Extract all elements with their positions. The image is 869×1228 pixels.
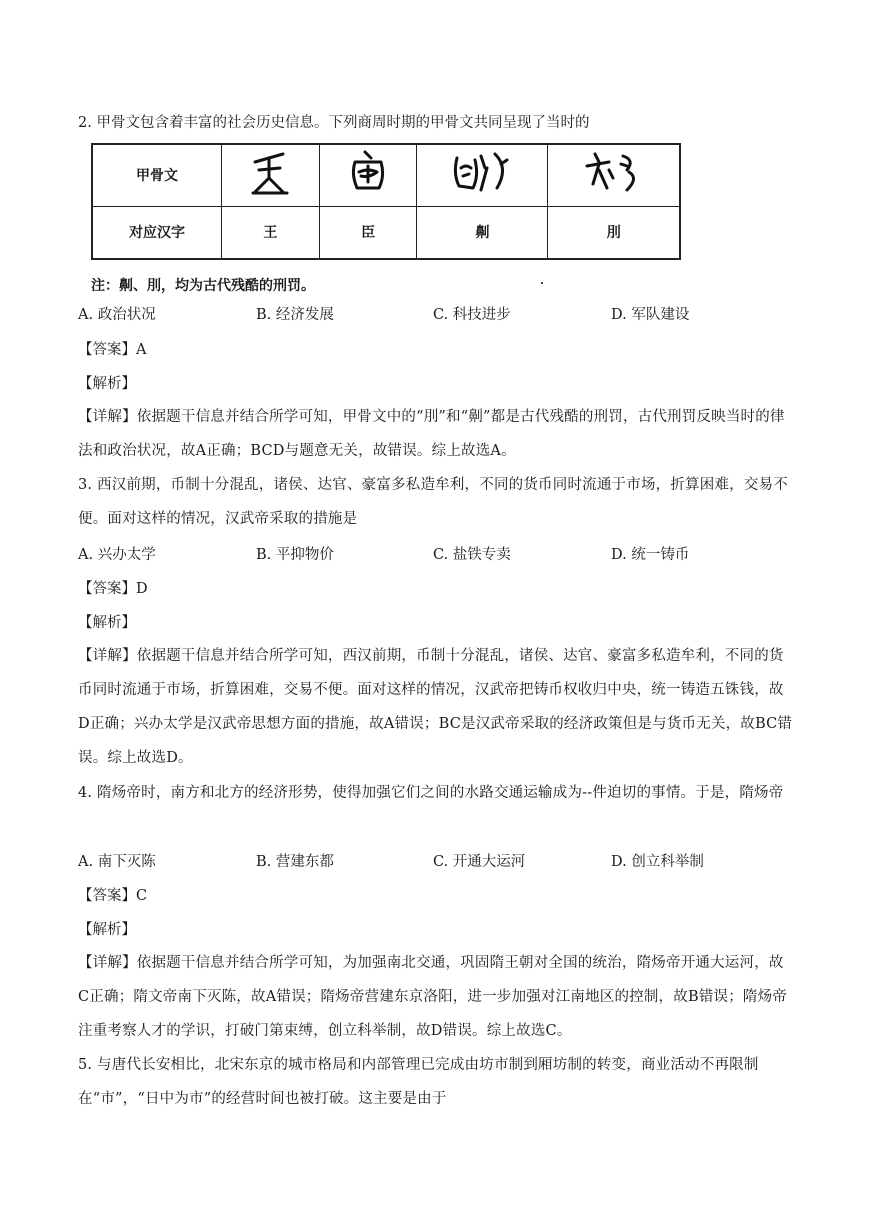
oracle-glyph-wang bbox=[222, 144, 320, 206]
oracle-bone-table bbox=[91, 143, 681, 260]
option-a: A. 南下灭陈 bbox=[78, 854, 156, 870]
q4-stem: 4. 隋炀帝时，南方和北方的经济形势，使得加强它们之间的水路交通运输成为--件迫切的事情。于是，隋炀帝 bbox=[78, 785, 784, 801]
option-b: B. 经济发展 bbox=[256, 307, 334, 323]
oracle-glyph-chen bbox=[319, 144, 417, 206]
table-cell-char: 刖 bbox=[548, 206, 680, 259]
option-b: B. 平抑物价 bbox=[256, 547, 334, 563]
option-d: D. 军队建设 bbox=[611, 307, 690, 323]
q4-answer: 【答案】C bbox=[78, 888, 148, 904]
table-row-header-modern: 对应汉字 bbox=[92, 206, 222, 259]
table-cell-char: 臣 bbox=[319, 206, 417, 259]
option-c: C. 科技进步 bbox=[433, 307, 511, 323]
table-note: 注：劓、刖，均为古代残酷的刑罚。 bbox=[91, 278, 315, 294]
option-a: A. 兴办太学 bbox=[78, 547, 156, 563]
table-row-header-oracle: 甲骨文 bbox=[92, 144, 222, 206]
oracle-chen-icon bbox=[345, 148, 391, 198]
option-c: C. 开通大运河 bbox=[433, 854, 526, 870]
q3-analysis-label: 【解析】 bbox=[78, 615, 136, 631]
oracle-yi-icon bbox=[451, 148, 513, 198]
q3-answer: 【答案】D bbox=[78, 581, 148, 597]
q4-analysis-label: 【解析】 bbox=[78, 922, 136, 938]
q2-answer: 【答案】A bbox=[78, 342, 147, 358]
oracle-yue-icon bbox=[583, 148, 645, 198]
table-cell-char: 劓 bbox=[417, 206, 548, 259]
option-b: B. 营建东都 bbox=[256, 854, 334, 870]
q3-stem: 3. 西汉前期，币制十分混乱，诸侯、达官、豪富多私造牟利，不同的货币同时流通于市场，折算困难，交易不便。面对这样的情况，汉武帝采取的措施是 bbox=[78, 477, 788, 527]
q2-stem: 2. 甲骨文包含着丰富的社会历史信息。下列商周时期的甲骨文共同呈现了当时的 bbox=[78, 115, 590, 131]
oracle-glyph-yue bbox=[548, 144, 680, 206]
q3-detail: 【详解】依据题干信息并结合所学可知，西汉前期，币制十分混乱，诸侯、达官、豪富多私造牟利，不同的货币同时流通于市场，折算困难，交易不便。面对这样的情况，汉武帝把铸币权收归中央，统一铸造五铢钱，故D正确；兴办太学是汉武帝思想方面的措施，故A错误；BC是汉武帝采取的经济政策但是与货币无关，故BC错误。综上故选D。 bbox=[78, 648, 793, 766]
option-c: C. 盐铁专卖 bbox=[433, 547, 511, 563]
option-a: A. 政治状况 bbox=[78, 307, 156, 323]
oracle-glyph-yi bbox=[417, 144, 548, 206]
option-d: D. 创立科举制 bbox=[611, 854, 704, 870]
q2-analysis-label: 【解析】 bbox=[78, 376, 136, 392]
q5-stem: 5. 与唐代长安相比，北宋东京的城市格局和内部管理已完成由坊市制到厢坊制的转变，商业活动不再限制在“市”，“日中为市”的经营时间也被打破。这主要是由于 bbox=[78, 1057, 759, 1107]
q4-detail: 【详解】依据题干信息并结合所学可知，为加强南北交通，巩固隋王朝对全国的统治，隋炀帝开通大运河，故C正确；隋文帝南下灭陈，故A错误；隋炀帝营建东京洛阳，进一步加强对江南地区的控制，故B错误；隋炀帝注重考察人才的学识，打破门第束缚，创立科举制，故D错误。综上故选C。 bbox=[78, 955, 788, 1039]
q2-detail: 【详解】依据题干信息并结合所学可知，甲骨文中的“刖”和“劓”都是古代残酷的刑罚，古代刑罚反映当时的律法和政治状况，故A正确；BCD与题意无关，故错误。综上故选A。 bbox=[78, 409, 785, 459]
oracle-wang-icon bbox=[247, 148, 293, 198]
table-cell-char: 王 bbox=[222, 206, 320, 259]
scan-speck bbox=[541, 282, 543, 284]
option-d: D. 统一铸币 bbox=[611, 547, 690, 563]
